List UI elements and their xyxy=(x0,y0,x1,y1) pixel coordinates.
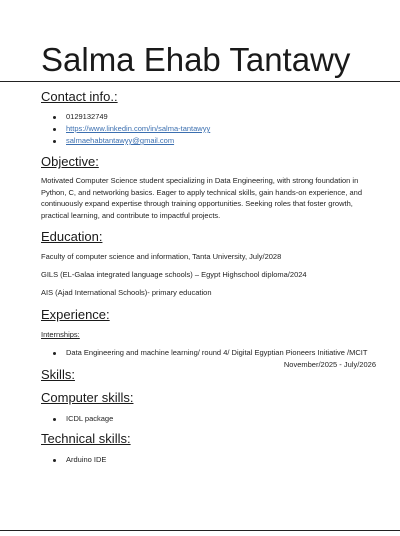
contact-linkedin-item xyxy=(41,123,376,135)
experience-dates: November/2025 - July/2026 xyxy=(283,360,376,370)
computer-skills-heading: Computer skills: xyxy=(41,390,134,406)
experience-title: Data Engineering and machine learning/ round 4/ Digital Egyptian Pioneers Initiative /MCIT xyxy=(66,348,368,358)
education-item: GILS (EL-Galaa integrated language schools) – Egypt Highschool diploma/2024 xyxy=(41,270,307,280)
contact-heading: Contact info.: xyxy=(41,89,118,104)
technical-skill-item: Arduino IDE xyxy=(41,454,376,466)
technical-skills-list xyxy=(41,454,376,466)
experience-heading: Experience: xyxy=(41,307,110,323)
email-link[interactable]: salmaehabtantawyy@gmail.com xyxy=(66,136,175,145)
footer-divider xyxy=(0,530,400,531)
skills-heading: Skills: xyxy=(41,367,75,383)
contact-email-item xyxy=(41,135,376,147)
education-item: Faculty of computer science and information, Tanta University, July/2028 xyxy=(41,252,282,262)
education-heading: Education: xyxy=(41,229,103,245)
education-item: AIS (Ajad International Schools)- primary education xyxy=(41,288,212,298)
technical-skills-heading: Technical skills: xyxy=(41,431,131,447)
contact-phone: 0129132749 xyxy=(41,111,376,123)
objective-heading: Objective: xyxy=(41,154,99,169)
resume-name: Salma Ehab Tantawy xyxy=(41,41,351,78)
header-divider xyxy=(0,81,400,82)
computer-skills-list xyxy=(41,413,376,425)
experience-item xyxy=(41,347,376,370)
contact-list xyxy=(41,111,376,147)
objective-text: Motivated Computer Science student specializing in Data Engineering, with strong foundation in Python, C, and networking basics. Eager to apply technical skills, gain hands-on experience, and continuously expand expertise through training opportunities. Seeking roles that foster growth, practical learning, and contribute to impactful projects. xyxy=(41,176,363,220)
linkedin-link[interactable]: https://www.linkedin.com/in/salma-tantawyy xyxy=(66,124,211,133)
computer-skill-item: ICDL package xyxy=(41,413,376,425)
internships-subheading: Internships: xyxy=(41,330,80,340)
resume-body xyxy=(41,88,376,466)
experience-list xyxy=(41,347,376,370)
